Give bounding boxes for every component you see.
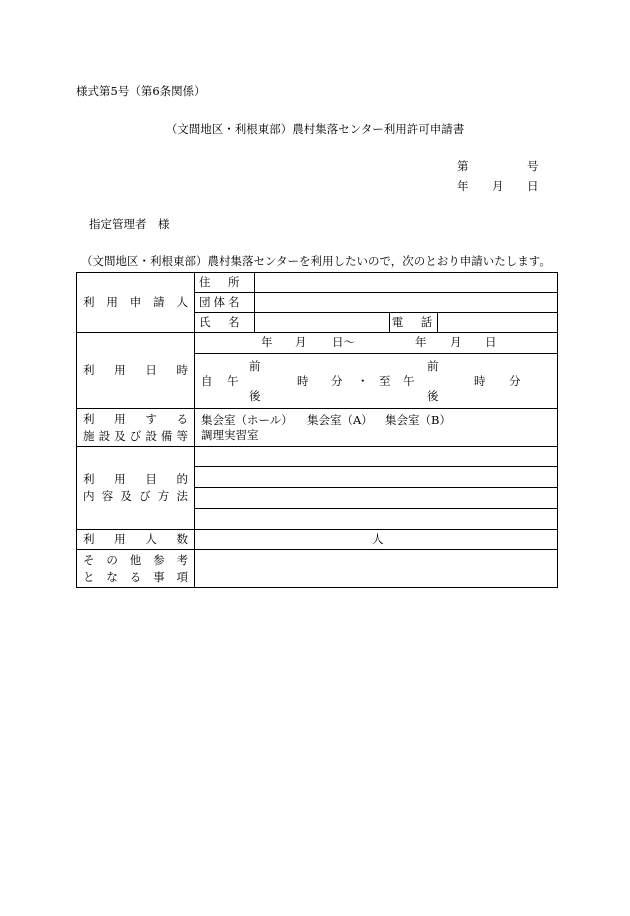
count-unit: 人	[372, 532, 384, 546]
date-day-label: 日	[527, 179, 539, 193]
intro-text: （文間地区・利根東部）農村集落センターを利用したいので，次のとおり申請いたします。	[81, 254, 551, 268]
group-name-field[interactable]	[255, 293, 558, 313]
facility-option-room-a[interactable]: 集会室（A）	[307, 413, 373, 427]
from-label: 自	[201, 374, 213, 388]
date-to-month: 月	[450, 335, 462, 349]
from-noon-label: 午	[227, 374, 239, 388]
phone-field[interactable]	[438, 313, 558, 333]
group-name-label: 団体名	[195, 293, 255, 313]
date-from-day: 日～	[332, 335, 355, 349]
other-field[interactable]	[195, 550, 558, 588]
application-form-table	[76, 272, 558, 588]
from-minute-label: 分	[331, 374, 343, 388]
applicant-label: 利用申請人	[77, 273, 195, 333]
date-to-day: 日	[485, 335, 497, 349]
facility-options[interactable]	[195, 409, 558, 447]
facility-label: 利用する 施設及び設備等	[77, 409, 195, 447]
date-range-field[interactable]	[195, 333, 558, 354]
doc-number-suffix: 号	[527, 159, 539, 173]
to-pm-label: 後	[427, 389, 439, 403]
separator-dot: ・	[357, 374, 369, 388]
purpose-line-1[interactable]	[195, 447, 558, 467]
count-label: 利用人数	[77, 530, 195, 550]
to-noon-label: 午	[403, 374, 415, 388]
doc-number-prefix: 第	[457, 159, 469, 173]
from-hour-label: 時	[297, 374, 309, 388]
date-to-year: 年	[415, 335, 427, 349]
datetime-label: 利用日時	[77, 333, 195, 409]
date-from-month: 月	[295, 335, 307, 349]
applicant-name-label: 氏 名	[195, 313, 255, 333]
applicant-name-field[interactable]	[255, 313, 390, 333]
phone-label: 電 話	[390, 313, 438, 333]
to-minute-label: 分	[509, 374, 521, 388]
addressee: 指定管理者 様	[89, 217, 170, 231]
time-range-field[interactable]	[195, 354, 558, 409]
purpose-line-3[interactable]	[195, 488, 558, 509]
date-month-label: 月	[492, 179, 504, 193]
address-field[interactable]	[255, 273, 558, 293]
to-hour-label: 時	[474, 374, 486, 388]
facility-option-hall[interactable]: 集会室（ホール）	[201, 413, 293, 427]
facility-option-kitchen[interactable]: 調理実習室	[201, 428, 259, 442]
purpose-line-4[interactable]	[195, 509, 558, 530]
date-from-year: 年	[261, 335, 273, 349]
to-label: 至	[379, 374, 391, 388]
page-title: （文間地区・利根東部）農村集落センター利用許可申請書	[165, 122, 465, 136]
purpose-line-2[interactable]	[195, 467, 558, 488]
purpose-label: 利用目的 内容及び方法	[77, 447, 195, 530]
to-am-label: 前	[427, 359, 439, 373]
form-number: 様式第5号（第6条関係）	[76, 84, 206, 98]
other-label: その他参考 となる事項	[77, 550, 195, 588]
from-am-label: 前	[249, 359, 261, 373]
date-year-label: 年	[457, 179, 469, 193]
address-label: 住 所	[195, 273, 255, 293]
facility-option-room-b[interactable]: 集会室（B）	[385, 413, 451, 427]
from-pm-label: 後	[249, 389, 261, 403]
count-field[interactable]	[195, 530, 558, 550]
